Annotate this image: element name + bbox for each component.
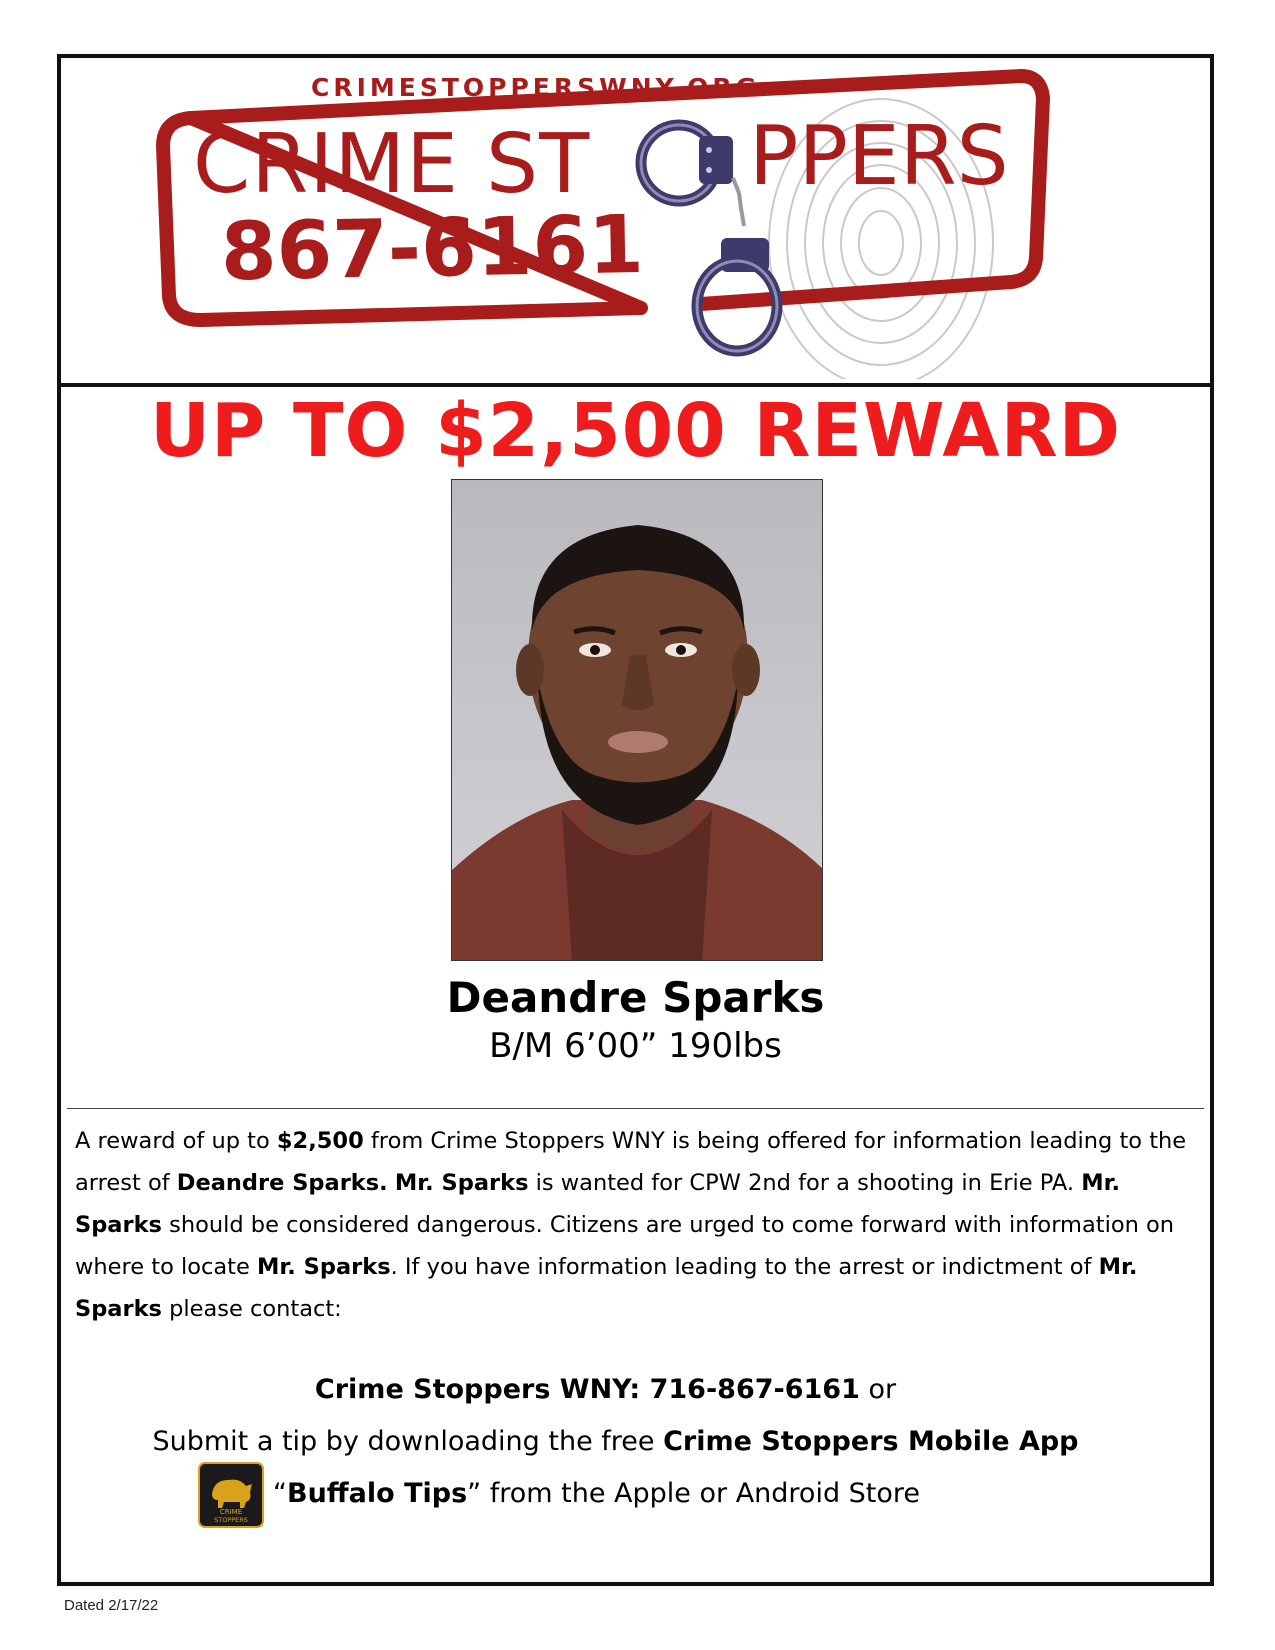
suspect-ref: Mr. Sparks — [394, 1170, 529, 1196]
app-icon-label: CRIME — [219, 1508, 243, 1516]
poster-frame — [57, 54, 1214, 1586]
logo-text-ppers: PPERS — [749, 109, 1009, 204]
dated-stamp: Dated 2/17/22 — [64, 1597, 159, 1614]
mugshot-photo — [451, 479, 823, 961]
contact-or: or — [859, 1374, 897, 1405]
contact-phone: Crime Stoppers WNY: 716-867-6161 — [314, 1374, 860, 1405]
suspect-ref: Mr. Sparks — [75, 1254, 1138, 1322]
suspect-name-inline: Deandre Sparks. — [176, 1170, 388, 1196]
body-text-segment — [388, 1170, 395, 1196]
body-text-segment: please contact: — [161, 1296, 342, 1322]
suspect-ref: Mr. Sparks — [257, 1254, 391, 1280]
store-text: ” from the Apple or Android Store — [467, 1478, 921, 1509]
contact-app-line — [61, 1426, 1210, 1457]
body-text-segment: is wanted for CPW 2nd for a shooting in Erie PA. — [528, 1170, 1082, 1196]
app-icon-label: STOPPERS — [214, 1516, 248, 1524]
crime-stoppers-logo — [61, 58, 1210, 387]
suspect-name: Deandre Sparks — [446, 973, 825, 1022]
buffalo-icon[interactable] — [198, 1462, 264, 1528]
app-title: Buffalo Tips — [287, 1478, 468, 1509]
contact-phone-line — [61, 1374, 1210, 1405]
website-text: CRIMESTOPPERSWNY.ORG — [311, 73, 761, 102]
reward-heading: UP TO $2,500 REWARD — [149, 388, 1122, 474]
reward-description — [75, 1120, 1190, 1330]
quote-open: “ — [273, 1478, 287, 1509]
section-divider — [67, 1108, 1204, 1109]
body-text-segment: A reward of up to — [75, 1128, 277, 1154]
body-text-segment: should be considered dangerous. Citizens are urged to come forward with information on where to locate — [75, 1212, 1175, 1280]
reward-amount: $2,500 — [276, 1128, 364, 1154]
contact-app-prefix: Submit a tip by downloading the free — [152, 1426, 664, 1457]
contact-store-line — [273, 1478, 920, 1509]
contact-app-name: Crime Stoppers Mobile App — [663, 1426, 1079, 1457]
logo-graphic — [61, 58, 1210, 379]
suspect-ref: Mr. Sparks — [75, 1170, 1121, 1238]
logo-phone: 867-6161 — [220, 197, 645, 299]
body-text-segment: . If you have information leading to the arrest or indictment of — [390, 1254, 1099, 1280]
buffalo-app-icon — [200, 1464, 262, 1526]
mugshot-illustration — [452, 480, 823, 961]
logo-text-crime-st: CRIME ST — [193, 117, 591, 212]
suspect-description: B/M 6’00” 190lbs — [489, 1026, 782, 1066]
body-text-segment: from Crime Stoppers WNY is being offered for information leading to the arrest of — [75, 1128, 1187, 1196]
